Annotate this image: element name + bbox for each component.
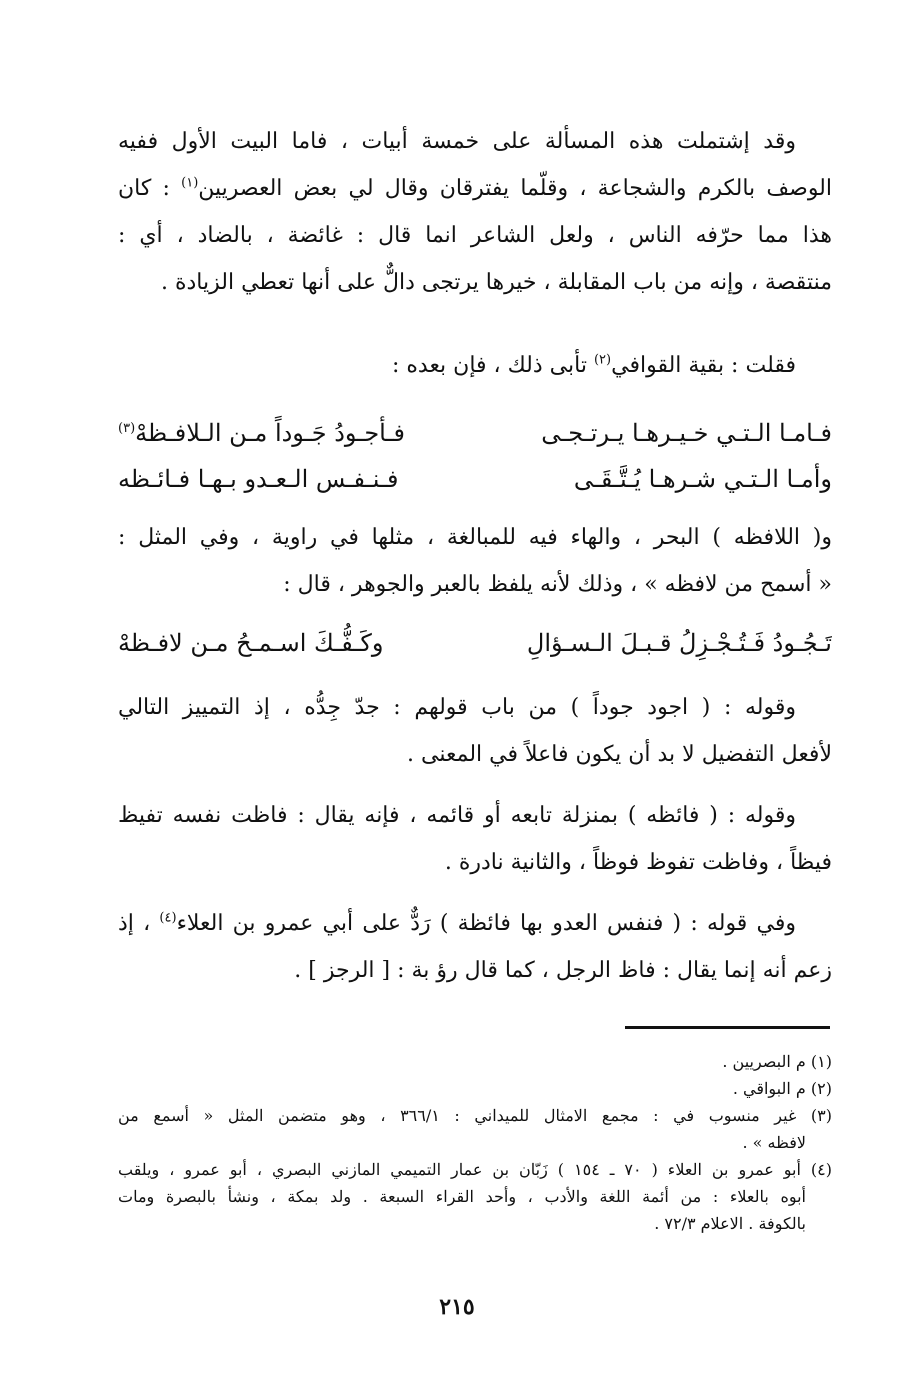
footnote-4-line-3: بالكوفة . الاعلام ٧٢/٣ . [654, 1214, 806, 1233]
verse-3-second-hemistich: وكَـفُّـكَ اسـمـحُ مـن لافـظهْ [118, 629, 384, 657]
paragraph-1-line-3: هذا مما حرّفه الناس ، ولعل الشاعر انما قال : غائضة ، بالضاد ، أي : [118, 223, 832, 248]
verse-2-first-hemistich: وأمـا الـتـي شـرهـا يُـتَّـقَـى [573, 465, 832, 493]
verse-line-2 [118, 456, 832, 502]
footnote-4 [118, 1156, 832, 1237]
paragraph-3-line-2: « أسمح من لافظه » ، وذلك لأنه يلفظ بالعبر والجوهر ، قال : [283, 572, 832, 597]
paragraph-6-line-2: زعم أنه إنما يقال : فاظ الرجل ، كما قال رؤ بة : [ الرجز ] . [294, 958, 832, 983]
paragraph-6-text-after: ، إذ [118, 911, 160, 936]
footnote-marker-3: (٣) [118, 421, 136, 436]
paragraph-6-text-before: وفي قوله : ( فنفس العدو بها فائظة ) رَدٌّ على أبي عمرو بن العلاء [176, 911, 797, 936]
footnote-3-line-2: لافظه » . [742, 1133, 806, 1152]
paragraph-1 [118, 118, 832, 306]
verse-block-2 [118, 620, 832, 666]
paragraph-5 [118, 792, 832, 886]
paragraph-4 [118, 684, 832, 778]
paragraph-1-line-2-text: الوصف بالكرم والشجاعة ، وقلّما يفترقان وقال لي بعض العصريين [198, 176, 832, 201]
footnote-2-line-1: (٢) م البواقي . [732, 1079, 832, 1098]
paragraph-2-line-1 [118, 342, 832, 389]
page-number: ٢١٥ [439, 1294, 475, 1320]
paragraph-1-line-2-tail: : كان [118, 176, 182, 201]
verse-2-second-hemistich: فـنـفـس الـعـدو بـهـا فـائـظه [118, 465, 399, 493]
paragraph-1-line-1: وقد إشتملت هذه المسألة على خمسة أبيات ، فاما البيت الأول ففيه [118, 129, 796, 154]
footnotes [118, 1048, 832, 1237]
footnote-3-line-1: (٣) غير منسوب في : مجمع الامثال للميداني : ٣٦٦/١ ، وهو متضمن المثل « أسمع من [118, 1106, 832, 1125]
paragraph-6 [118, 900, 832, 994]
verse-1-second-hemistich-text: فـأجـودُ جَـوداً مـن الـلافـظهْ [135, 419, 405, 447]
footnote-4-line-2: أبوه بالعلاء : من أئمة اللغة والأدب ، وأحد القراء السبعة . ولد بمكة ، ونشأ بالبصرة ومات [118, 1187, 806, 1206]
verse-block-1 [118, 410, 832, 502]
footnote-1-line-1: (١) م البصريين . [722, 1052, 832, 1071]
paragraph-3-line-1: و( اللافظه ) البحر ، والهاء فيه للمبالغة ، مثلها في راوية ، وفي المثل : [118, 525, 832, 550]
footnote-divider [625, 1026, 830, 1029]
footnote-marker-4: (٤) [159, 910, 177, 926]
paragraph-2-text-after: تأبى ذلك ، فإن بعده : [391, 353, 594, 378]
footnote-2 [118, 1075, 832, 1102]
paragraph-5-line-1: وقوله : ( فائظه ) بمنزلة تابعه أو قائمه ، فإنه يقال : فاظت نفسه تفيظ [118, 803, 796, 828]
verse-1-first-hemistich: فـامـا الـتـي خـيـرهـا يـرتـجـى [541, 419, 832, 447]
paragraph-1-line-4: منتقصة ، وإنه من باب المقابلة ، خيرها يرتجى دالٌّ على أنها تعطي الزيادة . [161, 270, 832, 295]
verse-line-1 [118, 410, 832, 456]
paragraph-6-line-1 [118, 900, 832, 947]
verse-1-second-hemistich [118, 410, 448, 456]
paragraph-2-text-before: فقلت : بقية القوافي [611, 353, 796, 378]
footnote-3 [118, 1102, 832, 1156]
footnote-marker-2: (٢) [593, 352, 612, 368]
paragraph-4-line-2: لأفعل التفضيل لا بد أن يكون فاعلاً في المعنى . [407, 742, 832, 767]
footnote-marker-1: (١) [181, 175, 199, 191]
paragraph-1-line-2 [118, 165, 832, 212]
footnote-4-line-1: (٤) أبو عمرو بن العلاء ( ٧٠ ـ ١٥٤ ) زَبّان بن عمار التميمي المازني البصري ، أبو عمرو ، ويلقب [118, 1160, 832, 1179]
footnote-1 [118, 1048, 832, 1075]
paragraph-2 [118, 342, 832, 389]
paragraph-4-line-1: وقوله : ( اجود جوداً ) من باب قولهم : جدّ جِدُّه ، إذ التمييز التالي [118, 695, 796, 720]
paragraph-5-line-2: فيظاً ، وفاظت تفوظ فوظاً ، والثانية نادرة . [444, 850, 832, 875]
verse-3-first-hemistich: تَـجُـودُ فَـتُـجْـزِلُ قـبـلَ الـسـؤالِ [526, 629, 832, 657]
verse-line-3 [118, 620, 832, 666]
paragraph-3 [118, 514, 832, 608]
